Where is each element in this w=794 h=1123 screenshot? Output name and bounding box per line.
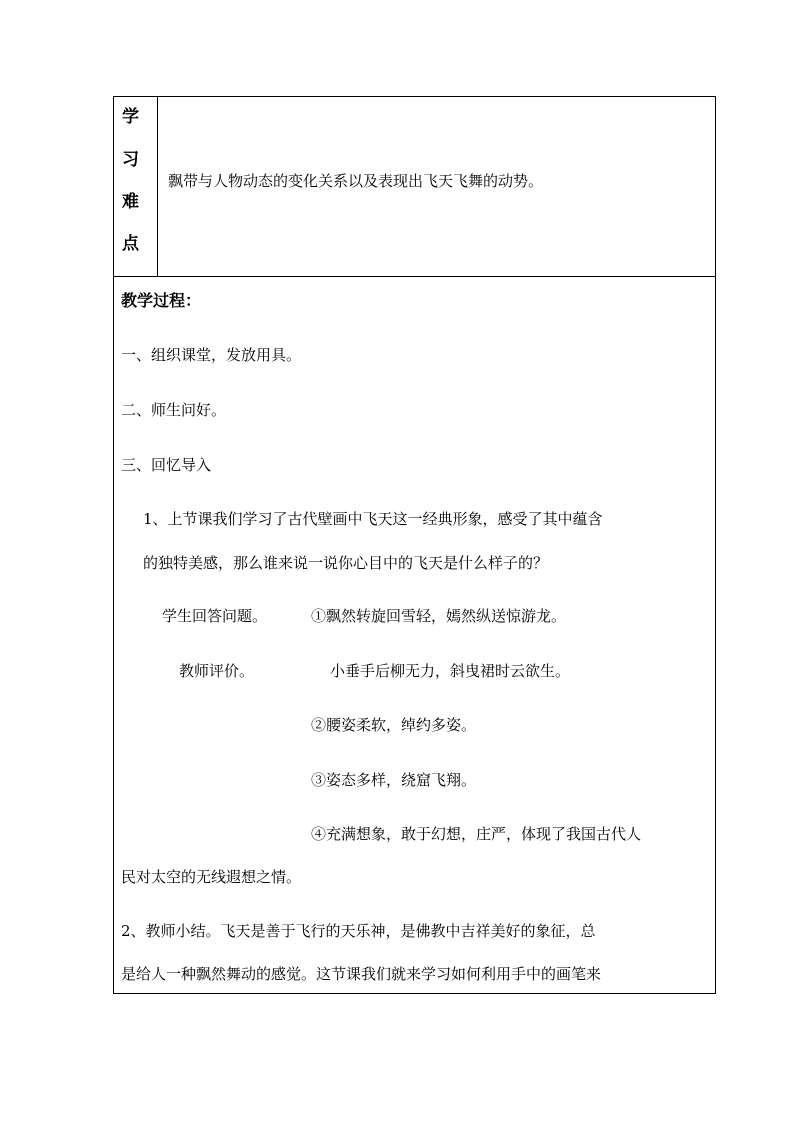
student-answer-label: 学生回答问题。 xyxy=(162,607,268,625)
answer-line: 民对太空的无线遐想之情。 xyxy=(121,868,302,886)
paragraph-line: 的独特美感，那么谁来说一说你心目中的飞天是什么样子的？ xyxy=(143,554,549,572)
paragraph-line: 1、上节课我们学习了古代壁画中飞天这一经典形象，感受了其中蕴含 xyxy=(143,510,603,528)
process-heading: 教学过程： xyxy=(121,291,202,310)
difficulty-row xyxy=(114,97,715,277)
difficulty-label-char: 难 xyxy=(122,192,139,212)
difficulty-label-char: 学 xyxy=(122,107,139,127)
answer-line: ③姿态多样，绕窟飞翔。 xyxy=(311,771,477,789)
process-step: 一、组织课堂，发放用具。 xyxy=(121,346,302,364)
difficulty-label-cell xyxy=(114,97,158,276)
paragraph-line: 是给人一种飘然舞动的感觉。这节课我们就来学习如何利用手中的画笔来 xyxy=(121,965,602,983)
process-step: 二、师生问好。 xyxy=(121,401,227,419)
answer-line: ④充满想象，敢于幻想，庄严，体现了我国古代人 xyxy=(311,825,642,843)
answer-line: ①飘然转旋回雪轻，嫣然纵送惊游龙。 xyxy=(311,607,567,625)
answer-line: 小垂手后柳无力，斜曳裙时云欲生。 xyxy=(330,662,571,680)
teacher-eval-label: 教师评价。 xyxy=(179,662,255,680)
difficulty-label-char: 点 xyxy=(122,234,139,254)
paragraph-line: 2、教师小结。飞天是善于飞行的天乐神，是佛教中吉祥美好的象征，总 xyxy=(121,922,596,940)
answer-line: ②腰姿柔软，绰约多姿。 xyxy=(311,716,477,734)
difficulty-content: 飘带与人物动态的变化关系以及表现出飞天飞舞的动势。 xyxy=(168,172,544,190)
difficulty-label-char: 习 xyxy=(122,150,139,170)
lesson-table xyxy=(113,96,716,994)
process-step: 三、回忆导入 xyxy=(121,456,212,474)
